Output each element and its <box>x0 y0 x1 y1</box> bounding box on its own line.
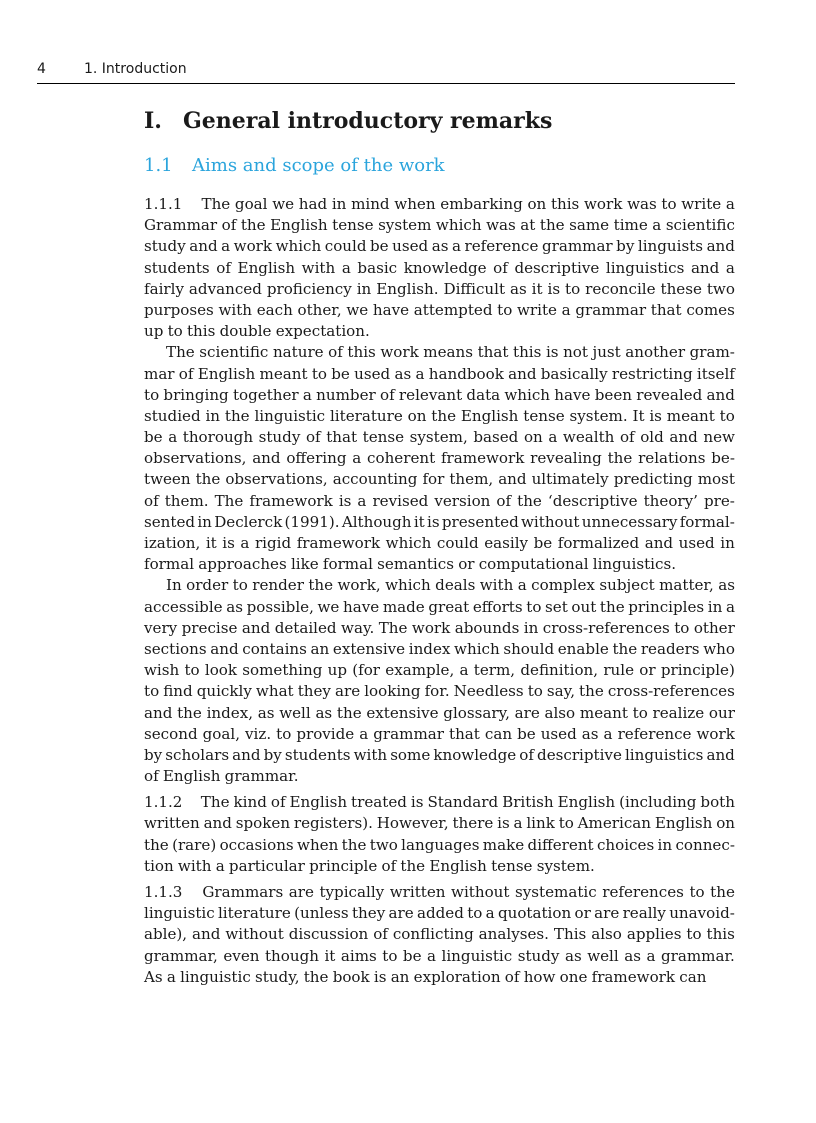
text-line: study and a work which could be used as a reference grammar by linguists and <box>144 237 735 256</box>
text-line: tween the observations, accounting for them, and ultimately predicting most <box>144 470 735 489</box>
text-line: sections and contains an extensive index which should enable the readers who <box>144 639 735 658</box>
text-line: very precise and detailed way. The work abounds in cross-references to other <box>144 618 735 637</box>
text-line: observations, and offering a coherent framework revealing the relations be- <box>144 449 735 468</box>
paragraph-scientific-nature <box>144 342 735 575</box>
text-line: written and spoken registers). However, there is a link to American English on <box>144 814 735 833</box>
text-line: 1.1.2 The kind of English treated is Standard British English (including both <box>144 793 735 812</box>
text-line: and the index, as well as the extensive glossary, are also meant to realize our <box>144 703 735 722</box>
paragraph-1-1-3 <box>144 882 735 988</box>
text-line: students of English with a basic knowledge of descriptive linguistics and a <box>144 258 735 277</box>
text-line: be a thorough study of that tense system, based on a wealth of old and new <box>144 428 735 447</box>
paragraph-1-1-1 <box>144 194 735 342</box>
text-line: wish to look something up (for example, a term, definition, rule or principle) <box>144 661 735 680</box>
part-number: I. <box>144 108 162 134</box>
text-line: of English grammar. <box>144 767 299 786</box>
section-heading <box>144 152 735 180</box>
text-line: by scholars and by students with some knowledge of descriptive linguistics and <box>144 745 735 764</box>
running-head <box>37 59 735 84</box>
text-line: As a linguistic study, the book is an exploration of how one framework can <box>144 967 707 986</box>
text-line: to bringing together a number of relevant data which have been revealed and <box>144 385 735 404</box>
text-line: purposes with each other, we have attempted to write a grammar that comes <box>144 300 735 319</box>
section-title: Aims and scope of the work <box>192 155 445 176</box>
page-content <box>144 104 735 988</box>
text-line: In order to render the work, which deals with a complex subject matter, as <box>166 576 735 595</box>
section-number: 1.1 <box>144 155 173 176</box>
text-line: linguistic literature (unless they are added to a quotation or are really unavoid- <box>144 904 735 923</box>
text-line: The scientific nature of this work means that this is not just another gram- <box>166 343 735 362</box>
text-line: accessible as possible, we have made great efforts to set out the principles in a <box>144 597 735 616</box>
paragraph-accessibility <box>144 575 735 787</box>
page-number: 4 <box>37 61 46 77</box>
text-line: tion with a particular principle of the English tense system. <box>144 856 595 875</box>
part-heading <box>144 104 735 138</box>
text-line: formal approaches like formal semantics or computational linguistics. <box>144 555 676 574</box>
text-line: studied in the linguistic literature on the English tense system. It is meant to <box>144 406 735 425</box>
text-line: able), and without discussion of conflicting analyses. This also applies to this <box>144 925 735 944</box>
text-line: second goal, viz. to provide a grammar that can be used as a reference work <box>144 724 735 743</box>
chapter-title: 1. Introduction <box>84 61 187 77</box>
text-line: up to this double expectation. <box>144 322 370 341</box>
text-line: Grammar of the English tense system which was at the same time a scientific <box>144 216 735 235</box>
paragraph-1-1-2 <box>144 792 735 877</box>
text-line: of them. The framework is a revised version of the ‘descriptive theory’ pre- <box>144 491 735 510</box>
text-line: fairly advanced proficiency in English. Difficult as it is to reconcile these two <box>144 279 735 298</box>
text-line: mar of English meant to be used as a handbook and basically restricting itself <box>144 364 735 383</box>
text-line: to find quickly what they are looking for. Needless to say, the cross-references <box>144 682 735 701</box>
text-line: ization, it is a rigid framework which could easily be formalized and used in <box>144 534 735 552</box>
text-line: the (rare) occasions when the two languages make different choices in connec- <box>144 835 735 854</box>
text-line: sented in Declerck (1991). Although it is presented without unnecessary formal- <box>144 512 735 531</box>
part-title: General introductory remarks <box>183 108 553 134</box>
text-line: grammar, even though it aims to be a linguistic study as well as a grammar. <box>144 946 735 965</box>
text-line: 1.1.3 Grammars are typically written without systematic references to the <box>144 883 735 901</box>
text-line: 1.1.1 The goal we had in mind when embarking on this work was to write a <box>144 195 735 213</box>
